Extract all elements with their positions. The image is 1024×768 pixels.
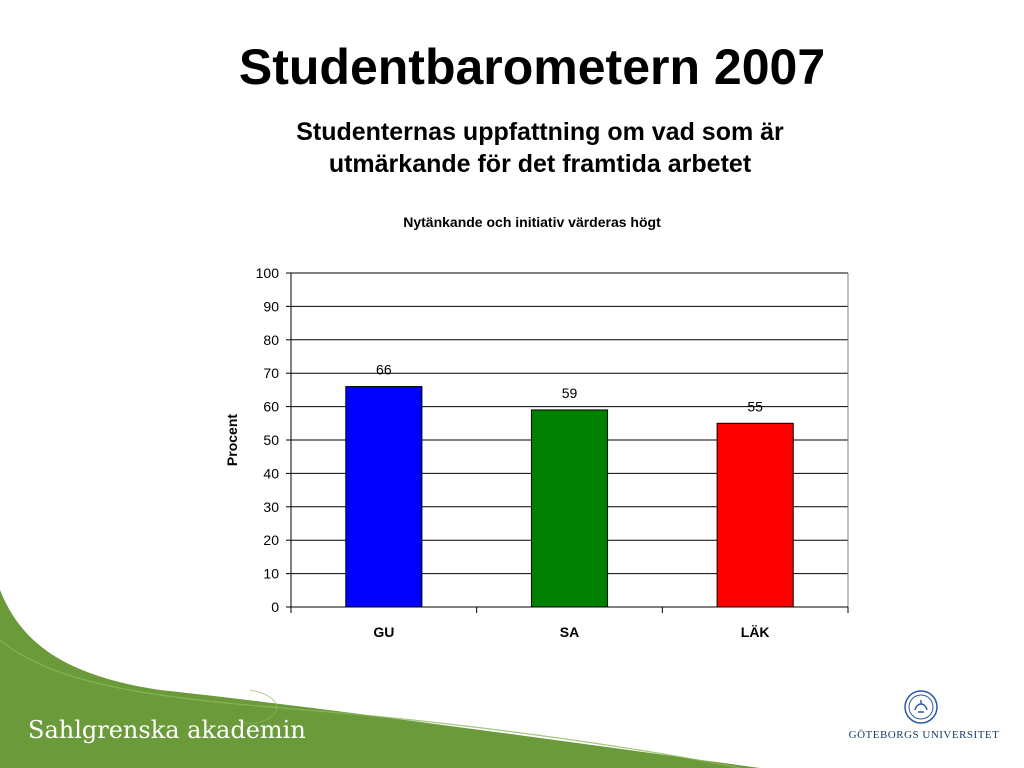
subtitle-line-1: Studenternas uppfattning om vad som är <box>296 118 784 146</box>
bar-gu <box>346 387 422 607</box>
y-tick-label: 70 <box>263 365 279 382</box>
y-tick-label: 0 <box>271 599 279 615</box>
bar-sa <box>531 410 607 607</box>
y-tick-label: 100 <box>255 265 279 281</box>
y-tick-label: 90 <box>263 298 279 315</box>
y-tick-label: 10 <box>263 565 279 582</box>
data-label: 66 <box>376 361 392 378</box>
y-tick-label: 40 <box>263 465 279 482</box>
chart-title: Nytänkande och initiativ värderas högt <box>403 214 661 230</box>
sahlgrenska-brand: Sahlgrenska akademin <box>28 716 306 744</box>
y-tick-label: 20 <box>263 532 279 549</box>
y-axis-label: Procent <box>224 413 240 467</box>
university-seal-icon <box>904 690 938 724</box>
x-tick-label: GU <box>373 624 395 640</box>
data-label: 55 <box>747 398 763 415</box>
subtitle-line-2: utmärkande för det framtida arbetet <box>328 150 752 178</box>
goteborgs-universitet-brand: GÖTEBORGS UNIVERSITET <box>848 729 1000 741</box>
data-label: 59 <box>561 384 578 401</box>
y-tick-label: 50 <box>263 432 279 448</box>
page-title: Studentbarometern 2007 <box>238 39 826 95</box>
x-tick-label: LÄK <box>740 624 770 640</box>
x-tick-label: SA <box>559 624 580 640</box>
bar-läk <box>717 423 793 607</box>
y-tick-label: 30 <box>263 498 279 515</box>
y-tick-label: 60 <box>263 398 279 415</box>
y-tick-label: 80 <box>263 331 279 348</box>
